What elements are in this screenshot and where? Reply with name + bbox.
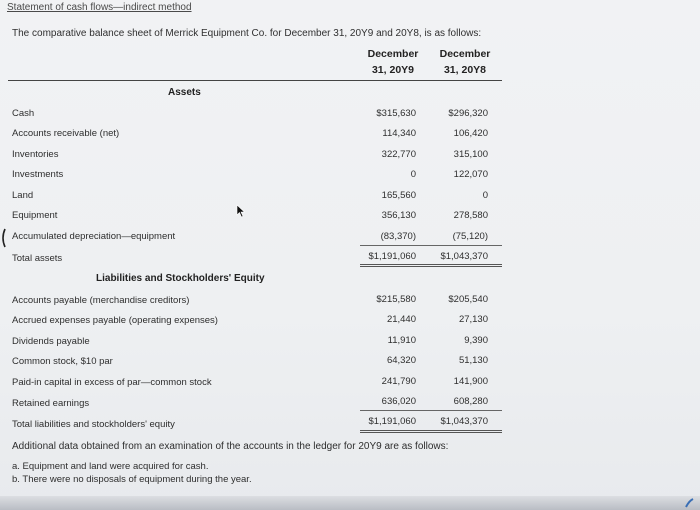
asset-value-y9: 114,340 bbox=[382, 128, 416, 139]
liability-value-y9: $215,580 bbox=[376, 294, 416, 305]
liability-value-y8: $205,540 bbox=[448, 294, 488, 305]
column-header-20y8-line1: December bbox=[439, 48, 491, 60]
liability-value-y8: 141,900 bbox=[453, 376, 488, 387]
column-header-20y9 bbox=[358, 46, 428, 78]
asset-value-y8: $296,320 bbox=[448, 108, 488, 119]
total-assets-label: Total assets bbox=[12, 253, 63, 264]
liability-label-paid-in-capital: Paid-in capital in excess of par—common stock bbox=[12, 377, 212, 388]
asset-label-equipment: Equipment bbox=[12, 210, 58, 221]
liability-label-dividends-payable: Dividends payable bbox=[12, 336, 90, 347]
asset-value-y8: (75,120) bbox=[452, 231, 488, 242]
total-assets-y9: $1,191,060 bbox=[368, 251, 416, 262]
asset-value-y9: 0 bbox=[410, 169, 416, 180]
asset-value-y9: 322,770 bbox=[381, 149, 416, 160]
liability-label-retained-earnings: Retained earnings bbox=[12, 398, 90, 409]
liabilities-subtotal-rule bbox=[360, 410, 502, 411]
liability-label-accounts-payable: Accounts payable (merchandise creditors) bbox=[12, 295, 190, 306]
header-rule bbox=[8, 80, 502, 81]
additional-data-intro: Additional data obtained from an examination of the accounts in the ledger for 20Y9 are as follows: bbox=[12, 441, 449, 452]
liability-value-y8: 51,130 bbox=[458, 355, 488, 366]
column-header-20y9-line1: December bbox=[367, 48, 419, 60]
asset-label-investments: Investments bbox=[12, 169, 64, 180]
liabilities-section-title: Liabilities and Stockholders' Equity bbox=[96, 273, 265, 284]
asset-label-receivable: Accounts receivable (net) bbox=[12, 128, 120, 139]
assets-total-double-rule bbox=[360, 264, 502, 267]
asset-value-y9: 165,560 bbox=[381, 190, 416, 201]
additional-item-b: b. There were no disposals of equipment during the year. bbox=[12, 474, 252, 485]
asset-value-y8: 315,100 bbox=[453, 149, 488, 160]
liability-value-y9: 64,320 bbox=[386, 355, 416, 366]
asset-value-y9: (83,370) bbox=[380, 231, 416, 242]
assets-subtotal-rule bbox=[360, 245, 502, 246]
asset-label-land: Land bbox=[12, 190, 34, 201]
bottom-bar bbox=[0, 496, 700, 510]
liability-value-y8: 27,130 bbox=[458, 314, 488, 325]
liability-label-accrued-expenses: Accrued expenses payable (operating expenses) bbox=[12, 315, 218, 326]
asset-label-accum-depreciation: Accumulated depreciation—equipment bbox=[12, 231, 176, 242]
asset-value-y9: 356,130 bbox=[381, 210, 416, 221]
asset-label-inventories: Inventories bbox=[12, 149, 59, 160]
left-bracket-icon bbox=[0, 228, 6, 248]
liabilities-total-double-rule bbox=[360, 430, 502, 433]
liability-value-y9: 241,790 bbox=[381, 376, 416, 387]
total-liabilities-label: Total liabilities and stockholders' equity bbox=[12, 419, 175, 430]
liability-label-common-stock: Common stock, $10 par bbox=[12, 356, 113, 367]
asset-value-y8: 122,070 bbox=[453, 169, 488, 180]
asset-label-cash: Cash bbox=[12, 108, 35, 119]
total-liabilities-y9: $1,191,060 bbox=[368, 416, 416, 427]
liability-value-y9: 11,910 bbox=[387, 335, 416, 346]
asset-value-y8: 106,420 bbox=[453, 128, 488, 139]
column-header-20y8-line2: 31, 20Y8 bbox=[443, 64, 487, 76]
column-header-20y9-line2: 31, 20Y9 bbox=[371, 64, 415, 76]
assets-section-title: Assets bbox=[168, 87, 201, 98]
page-heading: Statement of cash flows—indirect method bbox=[7, 2, 192, 13]
mouse-pointer-icon bbox=[236, 204, 248, 218]
additional-item-a: a. Equipment and land were acquired for cash. bbox=[12, 461, 209, 472]
asset-value-y9: $315,630 bbox=[376, 108, 416, 119]
intro-text: The comparative balance sheet of Merrick Equipment Co. for December 31, 20Y9 and 20Y8, is as follows: bbox=[12, 28, 482, 39]
total-liabilities-y8: $1,043,370 bbox=[440, 416, 488, 427]
asset-value-y8: 0 bbox=[482, 190, 488, 201]
column-header-20y8 bbox=[430, 46, 500, 78]
liability-value-y8: 608,280 bbox=[453, 396, 488, 407]
liability-value-y8: 9,390 bbox=[464, 335, 488, 346]
liability-value-y9: 636,020 bbox=[381, 396, 416, 407]
total-assets-y8: $1,043,370 bbox=[440, 251, 488, 262]
liability-value-y9: 21,440 bbox=[386, 314, 416, 325]
corner-decoration-icon bbox=[684, 498, 694, 508]
asset-value-y8: 278,580 bbox=[453, 210, 488, 221]
